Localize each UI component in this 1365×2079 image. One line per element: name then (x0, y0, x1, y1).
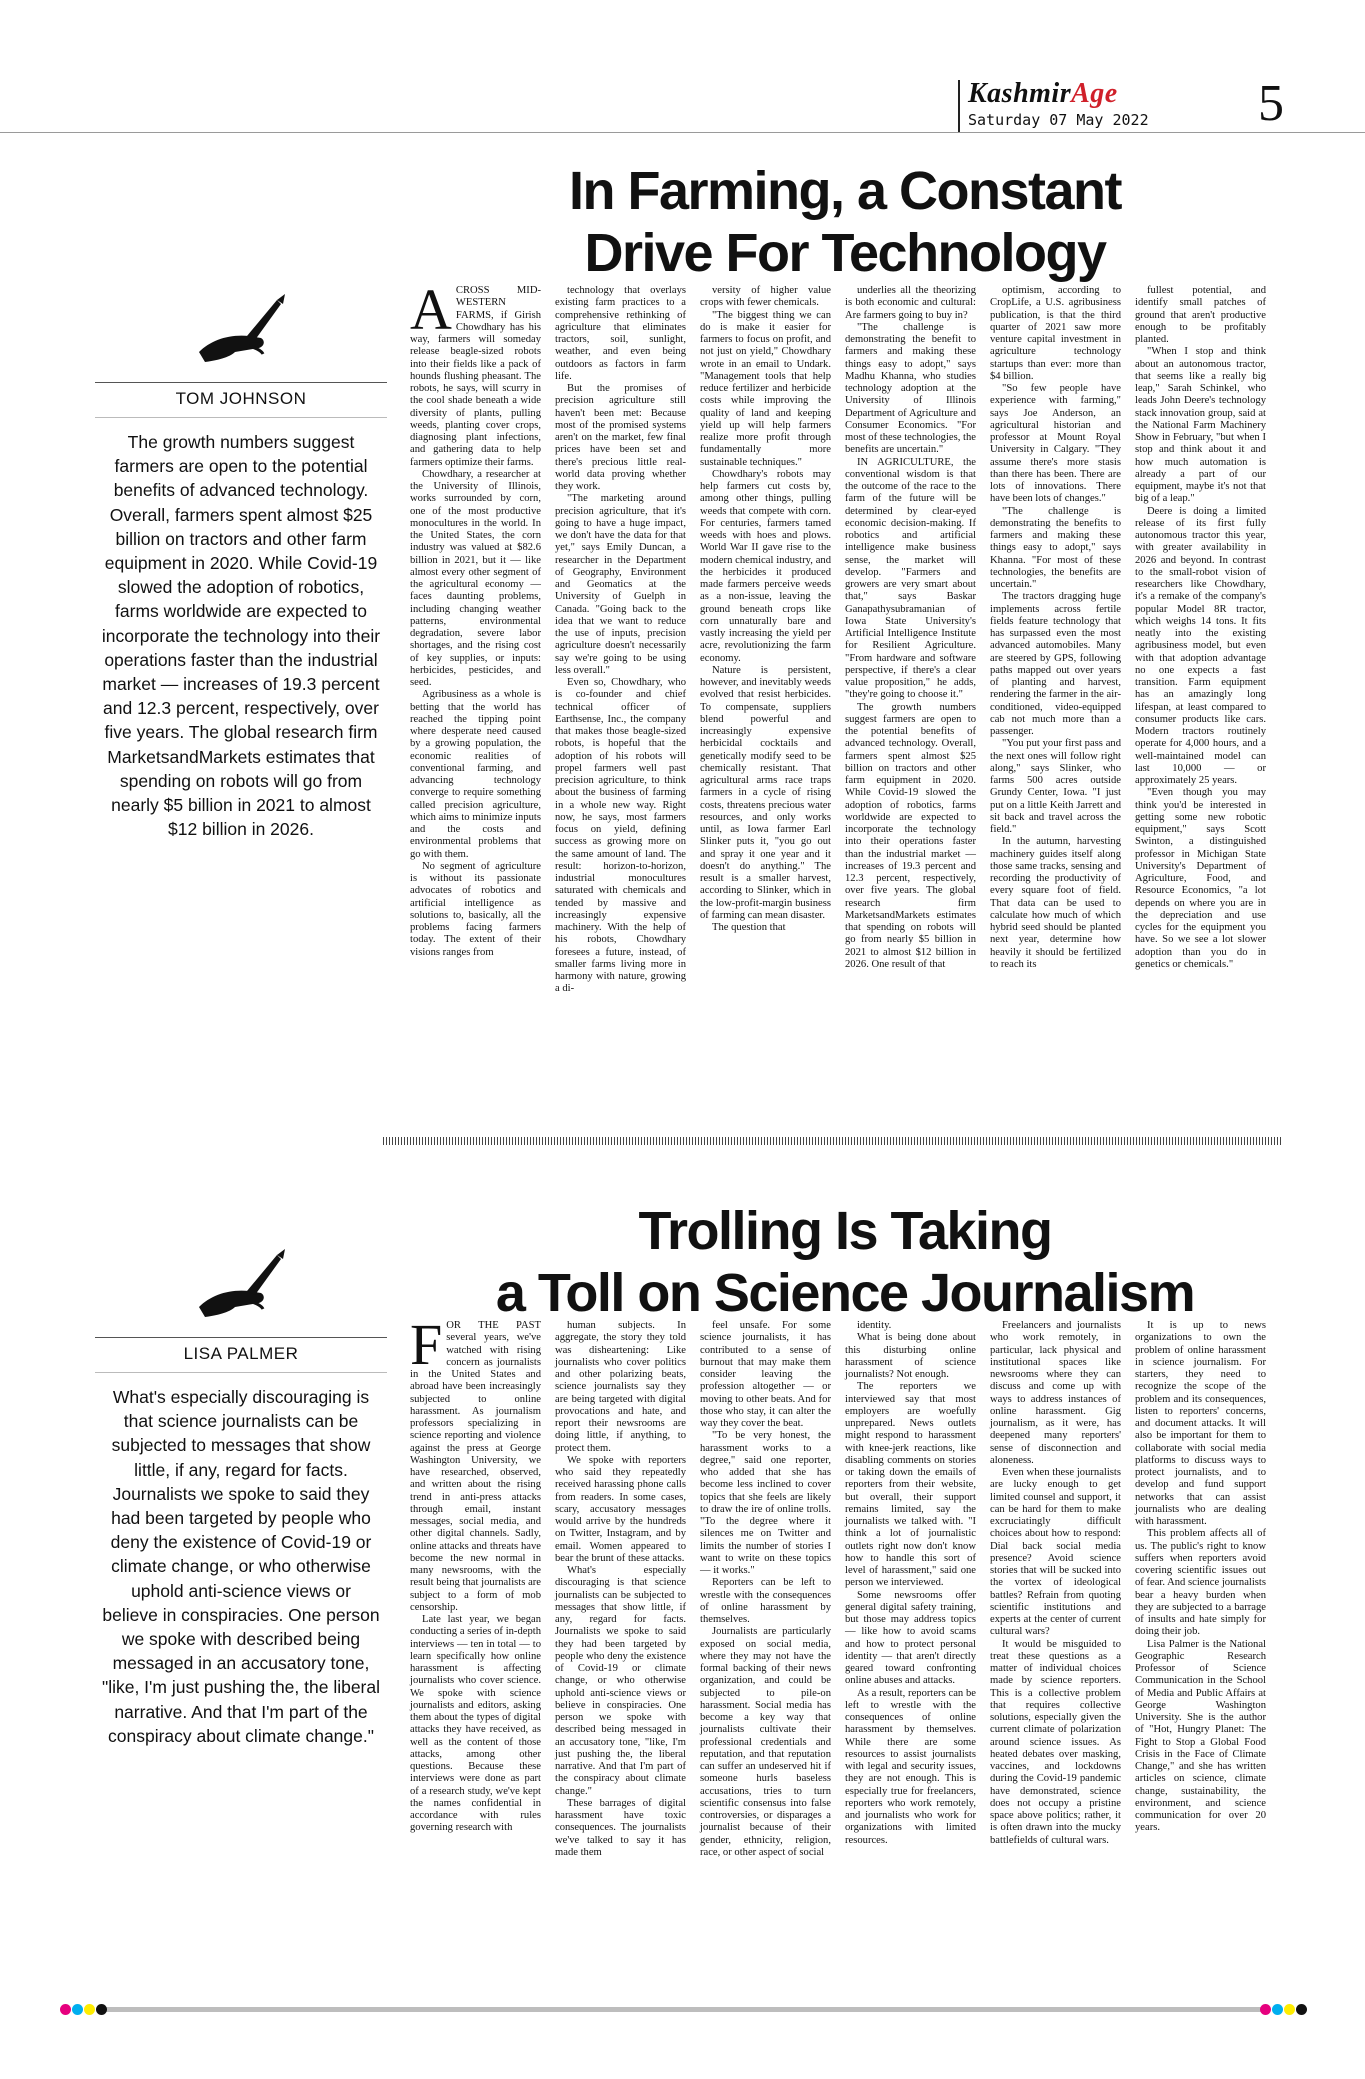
body-paragraph: Late last year, we began conducting a series of in-depth interviews — ten in total — to learn specifically how online harassment is affecting journalists who cover science. We spoke with science journalists and editors, asking them about the types of digital attacks they have received, as well as the content of those attacks, among other questions. Because these interviews were done as part of a research study, we've kept the names confidential in accordance with rules governing research with (410, 1614, 541, 1834)
body-paragraph: "The biggest thing we can do is make it easier for farmers to focus on profit, and not just on yield," Chowdhary wrote in an email to Undark. "Management tools that help reduce fertilizer and herbicide costs while improving the quality of land and keeping yield up will help farmers realize more profit through fundamentally more sustainable techniques." (700, 309, 831, 468)
body-paragraph: Chowdhary, a researcher at the University of Illinois, works surrounded by corn, one of the most productive monocultures in the world. In the United States, the corn industry was valued at $82.6 billion in 2021, but it — like almost every other segment of the agricultural economy — faces daunting problems, including changing weather patterns, environmental degradation, severe labor shortages, and the rising cost of key supplies, or inputs: herbicides, pesticides, and seed. (410, 468, 541, 688)
body-paragraph: What is being done about this disturbing online harassment of science journalists? Not enough. (845, 1332, 976, 1380)
masthead-divider (958, 80, 960, 132)
body-paragraph: The reporters we interviewed say that most employers are woefully unprepared. News outlets might respond to harassment with knee-jerk reactions, like disabling comments on stories or taking down the emails of reporters from their website, but overall, their support remains limited, say the journalists we talked with. "I think a lot of journalistic outlets right now don't know how to handle this sort of level of harassment," said one person we interviewed. (845, 1381, 976, 1589)
registration-dot (1296, 2004, 1307, 2015)
article1-pullquote: The growth numbers suggest farmers are open to the potential benefits of advanced technology. Overall, farmers spent almost $25 billion on tractors and other farm equipment in 2020. While Covid-19 slowed the adoption of robotics, farms worldwide are expected to incorporate the technology into their operations faster than the industrial market — increases of 19.3 percent and 12.3 percent, respectively, over five years. The global research firm MarketsandMarkets estimates that spending on robots will go from nearly $5 billion in 2021 to almost $12 billion in 2026. (101, 432, 381, 840)
body-paragraph: identity. (857, 1320, 892, 1331)
text-column (693, 1320, 838, 1940)
body-paragraph: Freelancers and journalists who work remotely, in particular, lack physical and institutional spaces like newsrooms where they can discuss and come up with ways to address instances of online harassment. Gig journalism, as it were, has deepened many reporters' sense of disconnection and aloneness. (990, 1320, 1121, 1466)
body-paragraph: fullest potential, and identify small patches of ground that aren't productive enough to be profitably planted. (1135, 285, 1266, 345)
masthead-rule (0, 132, 1365, 133)
body-paragraph: The question that (712, 922, 786, 933)
body-paragraph: human subjects. In aggregate, the story they told was disheartening: Like journalists who cover politics and other polarizing beats, science journalists say they are being targeted with digital provocations and hate, and report their newsrooms are doing little, if anything, to protect them. (555, 1320, 686, 1454)
body-paragraph: optimism, according to CropLife, a U.S. agribusiness publication, is that the third quarter of 2021 saw more venture capital investment in agriculture technology startups than ever: more than $4 billion. (990, 285, 1121, 382)
body-paragraph: Chowdhary's robots may help farmers cut costs by, among other things, pulling weeds that compete with corn. For centuries, farmers tamed weeds with hoes and plows. World War II gave rise to the modern chemical industry, and the herbicides it produced made farmers perceive weeds as a non-issue, leaving the ground beneath crops like corn unnaturally bare and vastly increasing the yield per acre, revolutionizing the farm economy. (700, 468, 831, 664)
registration-dot (1272, 2004, 1283, 2015)
text-column (838, 1320, 983, 1940)
body-paragraph: "Even though you may think you'd be interested in getting some new robotic equipment," says Scott Swinton, a distinguished professor in Michigan State University's Department of Agriculture, Food, and Resource Economics, "a lot depends on where you are in the depreciation and use cycles for the equipment you have. So we see a lot slower adoption than you do in genetics or chemicals." (1135, 787, 1266, 970)
text-column (548, 1320, 693, 1940)
body-paragraph: But the promises of precision agriculture still haven't been met: Because most of the promised systems aren't on the market, few final prices have been set and there's precious little real-world data proving whether they work. (555, 383, 686, 492)
body-paragraph: Reporters can be left to wrestle with the consequences of online harassment by themselves. (700, 1577, 831, 1625)
body-paragraph: "The challenge is demonstrating the benefit to farmers and making these things easy to adopt," says Madhu Khanna, who studies technology adoption at the University of Illinois Department of Agriculture and Consumer Economics. "For most of these technologies, the benefits are uncertain." (845, 321, 976, 456)
body-paragraph: Journalists are particularly exposed on social media, where they may not have the formal backing of their news organization, and could be subjected to pile-on harassment. Social media has become a key way that journalists cultivate their professional credentials and reputation, and that reputation can suffer an undeserved hit if someone hurls baseless accusations, tries to turn scientific consensus into false controversies, or disparages a journalist because of their gender, ethnicity, religion, race, or other aspect of social (700, 1626, 831, 1858)
body-paragraph: "To be very honest, the harassment works to a degree," said one reporter, who added that she has become less inclined to cover topics that she feels are likely to draw the ire of online trolls. "To the degree where it silences me on Twitter and limits the number of stories I want to write on these topics — it works." (700, 1430, 831, 1576)
registration-dot (72, 2004, 83, 2015)
brand-logo: KashmirAge (968, 78, 1118, 109)
body-paragraph: Nature is persistent, however, and inevitably weeds evolved that resist herbicides. To compensate, suppliers blend powerful and increasingly expensive herbicidal cocktails and genetically modify seed to be chemically resistant. That agricultural arms race traps farmers in a cycle of rising costs, threatens precious water resources, and only works until, as Iowa farmer Earl Slinker puts it, "you go out and spray it one year and it doesn't do anything." The result is a smaller harvest, according to Slinker, which in the low-profit-margin business of farming can mean disaster. (700, 664, 831, 921)
text-column (838, 285, 983, 970)
body-paragraph: "The challenge is demonstrating the benefits to farmers and making these things easy to adopt," says Khanna. "For most of these technologies, the benefits are uncertain." (990, 505, 1121, 590)
page-number: 5 (1258, 75, 1284, 132)
body-paragraph: versity of higher value crops with fewer chemicals. (700, 285, 831, 309)
text-column (983, 285, 1128, 970)
article2-pullquote: What's especially discouraging is that science journalists can be subjected to messages that show little, if any, regard for facts. Journalists we spoke to said they had been targeted by people who deny the existence of Covid-19 or climate change, or who otherwise uphold anti-science views or believe in conspiracies. One person we spoke with described being messaged in an accusatory tone, "like, I'm just pushing the, the liberal narrative. And that I'm part of the conspiracy about climate change." (101, 1387, 381, 1746)
body-paragraph: "The marketing around precision agriculture, that it's going to have a huge impact, we don't have the data for that yet," says Emily Duncan, a researcher in the Department of Geography, Environment and Geomatics at the University of Guelph in Canada. "Going back to the idea that we want to reduce the use of inputs, precision agriculture doesn't necessarily say we're going to be using less overall." (555, 493, 686, 676)
text-column (403, 277, 548, 958)
body-paragraph: ACROSS MID-WESTERN FARMS, if Girish Chowdhary has his way, farmers will someday release beagle-sized robots into their fields like a pack of hounds flushing pheasant. The robots, he says, will scurry in the cool shade beneath a wide diversity of plants, pulling weeds, planting cover crops, diagnosing plant infections, and gathering data to help farmers optimize their farms. (410, 277, 541, 468)
article2-sidebar (95, 1245, 387, 1748)
author-rule (95, 1337, 387, 1338)
masthead (0, 0, 1365, 140)
section-divider (383, 1137, 1283, 1145)
registration-dot (84, 2004, 95, 2015)
body-paragraph: Agribusiness as a whole is betting that the world has reached the tipping point where desperate need caused by a growing population, the economic realities of conventional farming, and advancing technology converge to require something called precision agriculture, which aims to minimize inputs and the costs and environmental problems that go with them. (410, 689, 541, 860)
body-paragraph: It is up to news organizations to own the problem of online harassment in science journalism. For starters, they need to recognize the scope of the problem and its consequences, listen to reporters' concerns, and document attacks. It will also be important for them to collaborate with social media platforms to discuss ways to protect journalists, and to develop and fund support networks that can assist journalists who are dealing with harassment. (1135, 1320, 1266, 1527)
print-registration-bar (60, 2004, 1310, 2014)
body-paragraph: No segment of agriculture is without its passionate advocates of robotics and artificial intelligence as solutions to, basically, all the problems facing farmers today. The extent of their visions ranges from (410, 860, 541, 958)
body-paragraph: IN AGRICULTURE, the conventional wisdom is that the outcome of the race to the farm of the future will be determined by clear-eyed economic decision-making. If robotics and artificial intelligence make business sense, the market will develop. "Farmers and growers are very smart about that," says Baskar Ganapathysubramanian of Iowa State University's Artificial Intelligence Institute for Resilient Agriculture. "From hardware and software perspective, if there's a clear value proposition," he adds, "they're going to choose it." (845, 456, 976, 701)
article2-author: LISA PALMER (183, 1344, 299, 1363)
text-column (403, 1312, 548, 1940)
registration-dot (96, 2004, 107, 2015)
body-paragraph: "You put your first pass and the next ones will follow right along," says Slinker, who farms 500 acres outside Grundy Center, Iowa. "I just put on a little Keith Jarrett and sit back and travel across the field." (990, 738, 1121, 835)
body-paragraph: The growth numbers suggest farmers are open to the potential benefits of advanced technology. Overall, farmers spent almost $25 billion on tractors and other farm equipment in 2020. While Covid-19 slowed the adoption of robotics, farms worldwide are expected to incorporate the technology into their operations faster than the industrial market — increases of 19.3 percent and 12.3 percent, respectively, over five years. The global research firm MarketsandMarkets estimates that spending on robots will go from nearly $5 billion in 2021 to almost $12 billion in 2026. One result of that (845, 701, 976, 970)
article1-author: TOM JOHNSON (175, 389, 307, 408)
text-column (548, 285, 693, 995)
body-paragraph: As a result, reporters can be left to wrestle with the consequences of online harassment by themselves. While there are some resources to assist journalists with legal and security issues, they are not enough. This is especially true for freelancers, reporters who work remotely, and journalists who work for organizations with limited resources. (845, 1687, 976, 1846)
body-paragraph: underlies all the theorizing is both economic and cultural: Are farmers going to buy in? (845, 285, 976, 321)
body-paragraph: It would be misguided to treat these questions as a matter of individual choices made by science reporters. This is a collective problem that requires collective solutions, especially given the current climate of polarization around science issues. As heated debates over masking, vaccines, and lockdowns during the Covid-19 pandemic have demonstrated, science does not occupy a pristine space above politics; rather, it is often drawn into the mucky battlefields of cultural wars. (990, 1638, 1121, 1846)
body-paragraph: What's especially discouraging is that science journalists can be subjected to messages that show little, if any, regard for facts. Journalists we spoke to said they had been targeted by people who deny the existence of Covid-19 or climate change, or who otherwise uphold anti-science views or believe in conspiracies. One person we spoke with described being messaged in an accusatory tone, "like, I'm just pushing the, the liberal narrative. And that I'm part of the conspiracy about climate change." (555, 1565, 686, 1797)
article2-body (403, 1312, 1273, 1940)
body-paragraph: These barrages of digital harassment have toxic consequences. The journalists we've talked to say it has made them (555, 1797, 686, 1858)
body-paragraph: We spoke with reporters who said they repeatedly received harassing phone calls from readers. In some cases, scary, accusatory messages would arrive by the hundreds on Twitter, Instagram, and by email. Women appeared to bear the brunt of these attacks. (555, 1454, 686, 1564)
author-rule (95, 1372, 387, 1373)
author-rule (95, 382, 387, 383)
body-paragraph: This problem affects all of us. The public's right to know suffers when reporters avoid covering scientific issues out of fear. And science journalists bear a heavy burden when they are subjected to a barrage of insults and hate simply for doing their job. (1135, 1528, 1266, 1638)
body-paragraph: The tractors dragging huge implements across fertile fields feature technology that has surpassed even the most advanced automobiles. Many are steered by GPS, following paths mapped out over years of planting and harvest, rendering the farmer in the air-conditioned, video-equipped cab not much more than a passenger. (990, 591, 1121, 737)
body-paragraph: feel unsafe. For some science journalists, it has contributed to a sense of burnout that may make them consider leaving the profession altogether — or moving to other beats. And for those who stay, it can alter the way they cover the beat. (700, 1320, 831, 1429)
author-rule (95, 417, 387, 418)
drop-cap: A (410, 277, 452, 342)
registration-dot (1260, 2004, 1271, 2015)
body-paragraph: "So few people have experience with farming," says Joe Anderson, an agricultural historian and professor at Mount Royal University in Calgary. "They assume there's more stasis than there has been. There are lots of innovations. There have been lots of changes." (990, 383, 1121, 505)
article1-headline: In Farming, a Constant Drive For Technology (568, 161, 1122, 283)
body-paragraph: Some newsrooms offer general digital safety training, but those may address topics — like how to avoid scams and how to protect personal identity — that aren't directly geared toward confronting online abuses and attacks. (845, 1589, 976, 1687)
body-paragraph: technology that overlays existing farm practices to a comprehensive rethinking of agriculture that eliminates tractors, soil, sunlight, weather, and even being outdoors as factors in farm life. (555, 285, 686, 382)
body-paragraph: FOR THE PAST several years, we've watched with rising concern as journalists in the United States and abroad have been increasingly subjected to online harassment. As journalism professors specializing in science reporting and violence against the press at George Washington University, we have researched, observed, and written about the rising trend in anti-press attacks through email, instant messages, social media, and other digital channels. Sadly, online attacks and threats have become the new normal in many newsrooms, with the result being that journalists are subject to a form of mob censorship. (410, 1312, 541, 1613)
registration-dot (60, 2004, 71, 2015)
text-column (983, 1320, 1128, 1940)
text-column (1128, 1320, 1273, 1940)
pen-hand-icon (191, 1245, 291, 1325)
text-column (1128, 285, 1273, 970)
body-paragraph: Lisa Palmer is the National Geographic Research Professor of Science Communication in the School of Media and Public Affairs at George Washington University. She is the author of "Hot, Hungry Planet: The Fight to Stop a Global Food Crisis in the Face of Climate Change," and she has written articles on science, climate change, sustainability, the environment, and science communication for over 20 years. (1135, 1638, 1266, 1834)
pen-hand-icon (191, 290, 291, 370)
article2-headline: Trolling Is Taking a Toll on Science Journalism (495, 1201, 1195, 1323)
body-paragraph: Even when these journalists are lucky enough to get limited counsel and support, it can be hard for them to make excruciatingly difficult choices about how to respond: Dial back social media presence? Avoid science stories that will be sucked into the vortex of ideological battles? Refrain from quoting scientific institutions and experts at the center of current cultural wars? (990, 1467, 1121, 1638)
body-paragraph: Even so, Chowdhary, who is co-founder and chief technical officer of Earthsense, Inc., the company that makes those beagle-sized robots, is hopeful that the adoption of his robots will propel farmers well past precision agriculture, to think about the business of farming in a whole new way. Right now, he says, most farmers focus on yield, defining success as growing more on the same amount of land. The result: horizon-to-horizon, industrial monocultures saturated with chemicals and tended by massive and increasingly expensive machinery. With the help of his robots, Chowdhary foresees a future, instead, of smaller farms living more in harmony with nature, growing a di- (555, 677, 686, 995)
drop-cap: F (410, 1312, 443, 1377)
body-paragraph: In the autumn, harvesting machinery guides itself along those same tracks, sensing and recording the productivity of every square foot of field. That data can be used to calculate how much of which hybrid seed should be planted next year, determine how heavily it should be fertilized to reach its (990, 836, 1121, 970)
article1-body (403, 277, 1273, 995)
text-column (693, 285, 838, 933)
body-paragraph: "When I stop and think about an autonomous tractor, that seems like a really big leap," Sarah Schinkel, who leads John Deere's technology stack innovation group, said at the National Farm Machinery Show in February, "but when I stop and think about it and how much automation is already a part of our equipment, maybe it's not that big of a leap." (1135, 346, 1266, 505)
registration-line (100, 2007, 1270, 2012)
body-paragraph: Deere is doing a limited release of its first fully autonomous tractor this year, with greater availability in 2026 and beyond. In contrast to the small-robot vision of researchers like Chowdhary, it's a remake of the company's popular Model 8R tractor, which weighs 14 tons. It fits neatly into the existing agribusiness model, but even with that adoption advantage no one expects a fast transition. Farm equipment has an amazingly long lifespan, at least compared to consumer products like cars. Modern tractors routinely operate for 4,000 hours, and a well-maintained model can last 10,000 — or approximately 25 years. (1135, 505, 1266, 786)
issue-date: Saturday 07 May 2022 (968, 111, 1149, 129)
article1-sidebar (95, 290, 387, 841)
registration-dot (1284, 2004, 1295, 2015)
